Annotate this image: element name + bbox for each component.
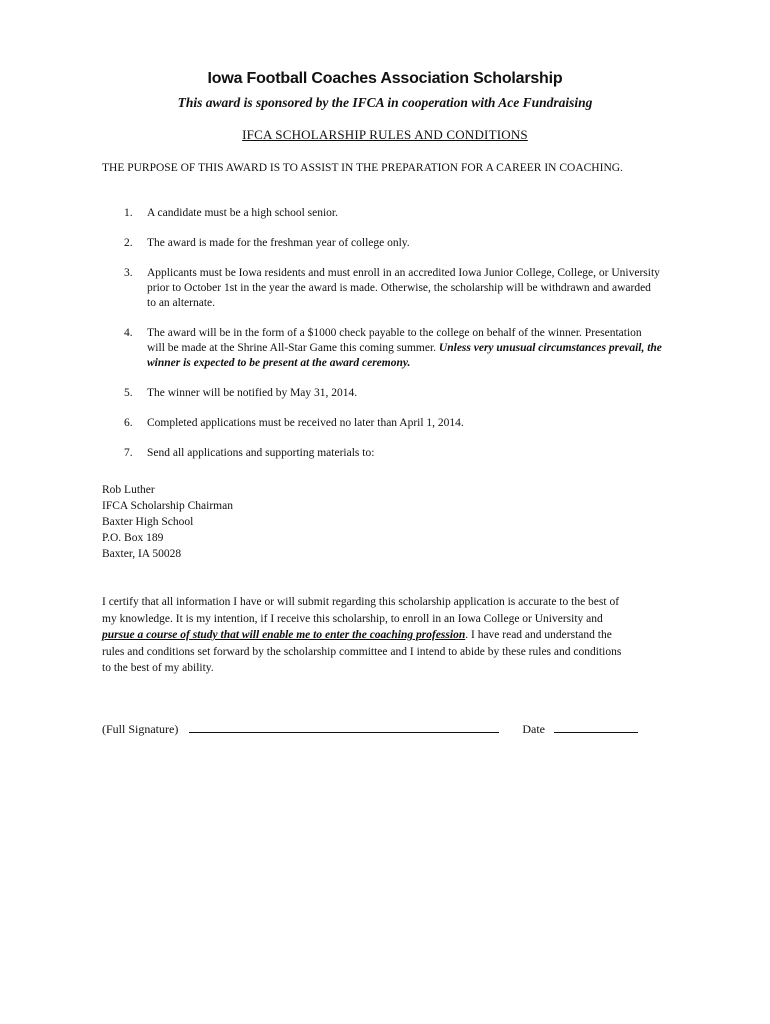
rules-heading: IFCA SCHOLARSHIP RULES AND CONDITIONS (242, 127, 528, 142)
rule-text: Send all applications and supporting materials to: (147, 447, 375, 459)
rule-text: The winner will be notified by May 31, 2014. (147, 387, 358, 399)
certification-statement (102, 594, 622, 677)
signature-label: (Full Signature) (102, 722, 179, 736)
rule-text: Applicants must be Iowa residents and must enroll in an accredited Iowa Junior College, College, or University prior to October 1st in the year the award is made. Otherwise, the scholarship will be withdrawn and awarded to an alternate. (147, 267, 660, 309)
rule-item (102, 446, 662, 461)
rule-item (102, 386, 662, 401)
rule-item (102, 206, 662, 221)
rule-number: 6. (124, 417, 133, 429)
certify-text-after: . I have read and understand the rules and conditions set forward by the scholarship committee and I intend to abide by these rules and conditions to the best of my ability. (102, 629, 622, 674)
rule-number: 7. (124, 447, 133, 459)
rules-list (102, 206, 662, 476)
rule-item (102, 416, 662, 431)
purpose-statement: THE PURPOSE OF THIS AWARD IS TO ASSIST IN THE PREPARATION FOR A CAREER IN COACHING. (102, 162, 623, 174)
rule-text: A candidate must be a high school senior. (147, 207, 338, 219)
certify-emphasis: pursue a course of study that will enable me to enter the coaching profession (102, 629, 466, 641)
signature-line (102, 720, 662, 737)
rule-number: 5. (124, 387, 133, 399)
rule-text: The award will be in the form of a $1000 check payable to the college on behalf of the winner. Presentation will be made at the Shrine All-Star Game this coming summer. (147, 327, 642, 354)
certify-text-before: I certify that all information I have or will submit regarding this scholarship application is accurate to the best of my knowledge. It is my intention, if I receive this scholarship, to enroll in an Iowa College or University and (102, 596, 620, 625)
rule-item (102, 326, 662, 371)
address-name: Rob Luther (102, 484, 155, 496)
rule-number: 4. (124, 327, 133, 339)
rule-emphasis: Unless very unusual circumstances prevail, the winner is expected to be present at the award ceremony. (147, 342, 662, 369)
rule-item (102, 266, 662, 311)
address-city: Baxter, IA 50028 (102, 548, 182, 560)
date-field[interactable] (554, 720, 638, 733)
rule-number: 1. (124, 207, 133, 219)
rule-text: Completed applications must be received no later than April 1, 2014. (147, 417, 464, 429)
signature-field[interactable] (189, 720, 499, 733)
rule-text: The award is made for the freshman year of college only. (147, 237, 410, 249)
rule-item (102, 236, 662, 251)
address-box: P.O. Box 189 (102, 532, 164, 544)
document-subtitle: This award is sponsored by the IFCA in cooperation with Ace Fundraising (177, 95, 593, 110)
document-title: Iowa Football Coaches Association Scholarship (207, 70, 563, 87)
rule-number: 3. (124, 267, 133, 279)
mailing-address (102, 482, 233, 562)
address-role: IFCA Scholarship Chairman (102, 500, 233, 512)
address-school: Baxter High School (102, 516, 194, 528)
rule-number: 2. (124, 237, 133, 249)
date-label: Date (522, 722, 545, 736)
